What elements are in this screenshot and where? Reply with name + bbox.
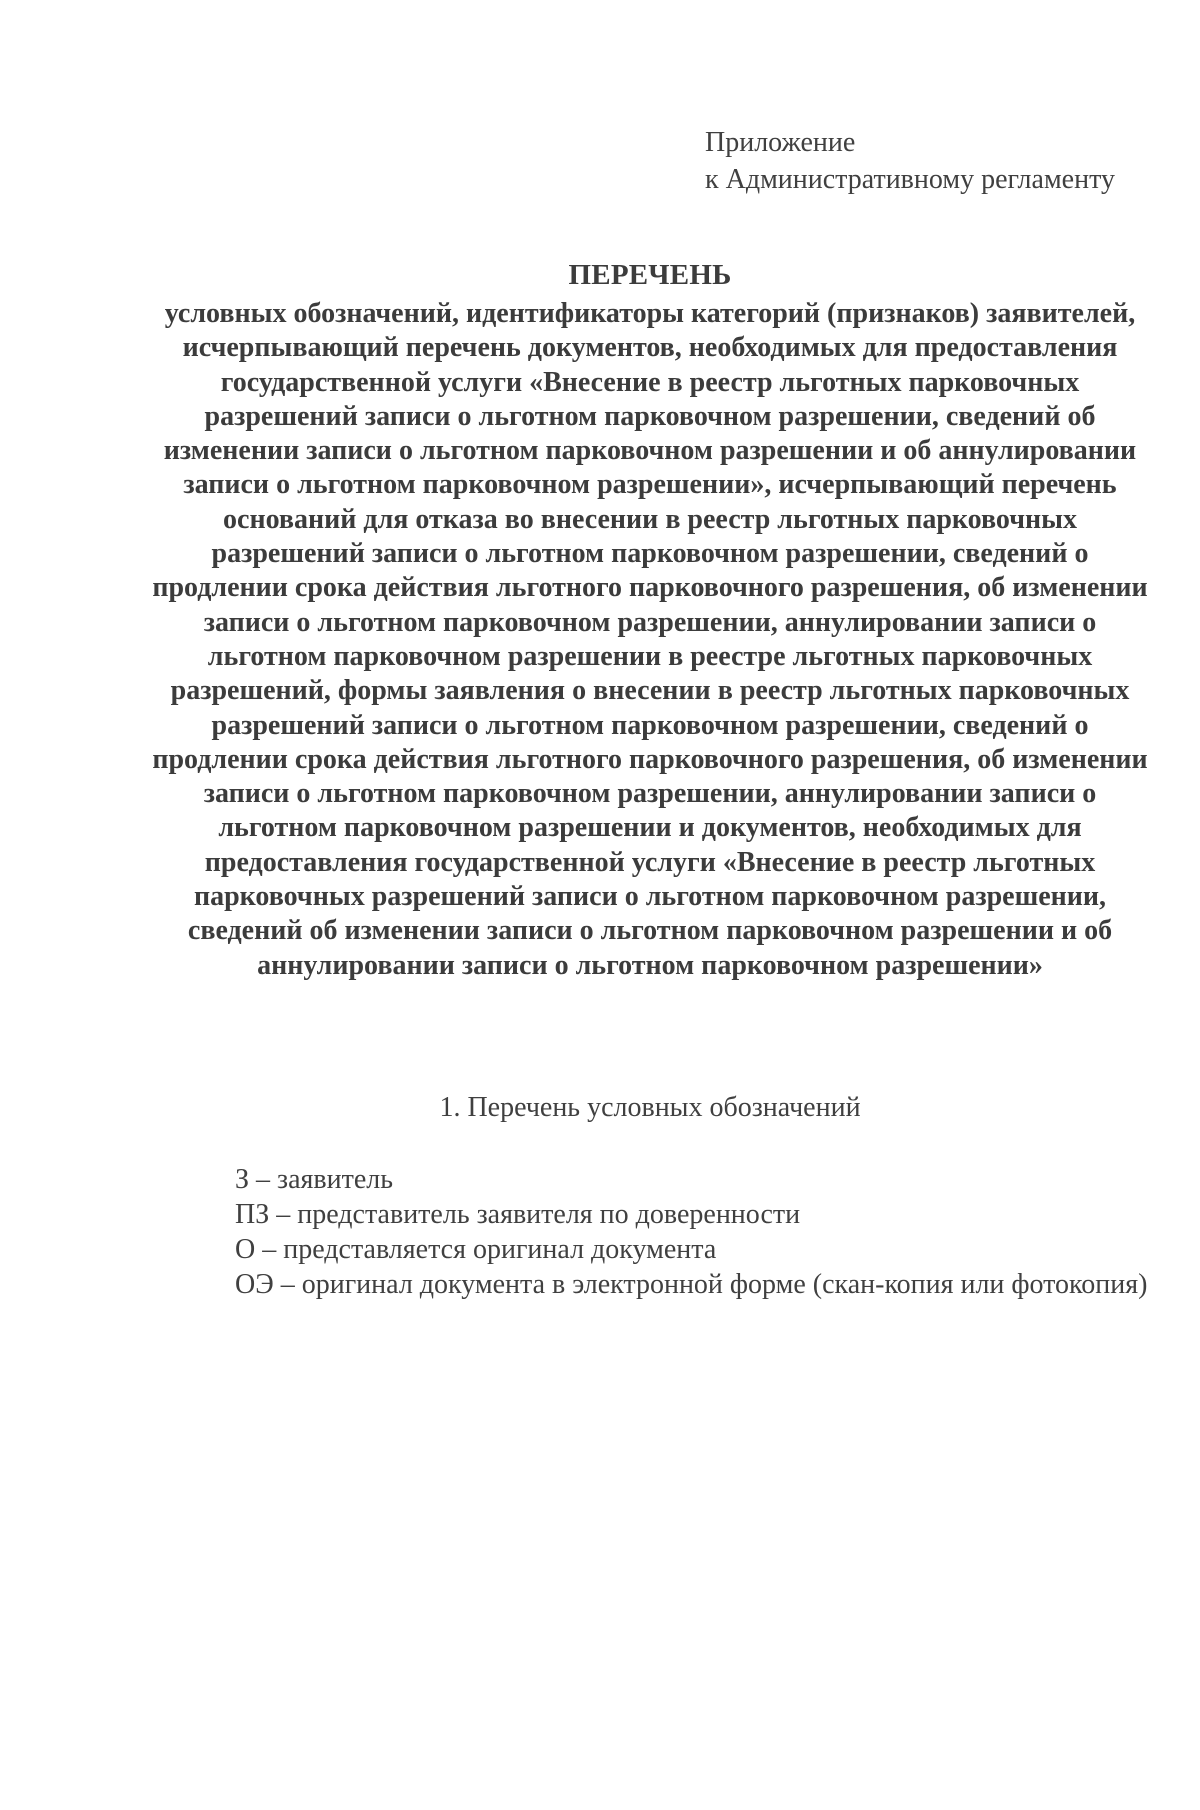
appendix-note (705, 124, 1115, 198)
appendix-line-1: Приложение (705, 127, 856, 158)
appendix-line-2: к Административному регламенту (705, 164, 1115, 195)
legend-item: О – представляется оригинал документа (235, 1234, 717, 1265)
legend-item: З – заявитель (235, 1164, 394, 1195)
section-heading: 1. Перечень условных обозначений (439, 1092, 861, 1123)
legend-list (160, 1162, 1150, 1302)
document-subtitle: условных обозначений, идентификаторы категорий (признаков) заявителей, исчерпывающий перечень документов, необходимых для предоставления государственной услуги «Внесение в реестр льготных парковочных разрешений записи о льготном парковочном разрешении, сведений об изменении записи о льготном парковочном разрешении и об аннулировании записи о льготном парковочном разрешении», исчерпывающий перечень оснований для отказа во внесении в реестр льготных парковочных разрешений записи о льготном парковочном разрешении, сведений о продлении срока действия льготного парковочного разрешения, об изменении записи о льготном парковочном разрешении, аннулировании записи о льготном парковочном разрешении в реестре льготных парковочных разрешений, формы заявления о внесении в реестр льготных парковочных разрешений записи о льготном парковочном разрешении, сведений о продлении срока действия льготного парковочного разрешения, об изменении записи о льготном парковочном разрешении, аннулировании записи о льготном парковочном разрешении и документов, необходимых для предоставления государственной услуги «Внесение в реестр льготных парковочных разрешений записи о льготном парковочном разрешении, сведений об изменении записи о льготном парковочном разрешении и об аннулировании записи о льготном парковочном разрешении» (152, 298, 1148, 981)
legend-item: ПЗ – представитель заявителя по доверенности (235, 1199, 801, 1230)
legend-item: ОЭ – оригинал документа в электронной форме (скан-копия или фотокопия) (235, 1269, 1148, 1300)
document-title: ПЕРЕЧЕНЬ (568, 259, 732, 291)
